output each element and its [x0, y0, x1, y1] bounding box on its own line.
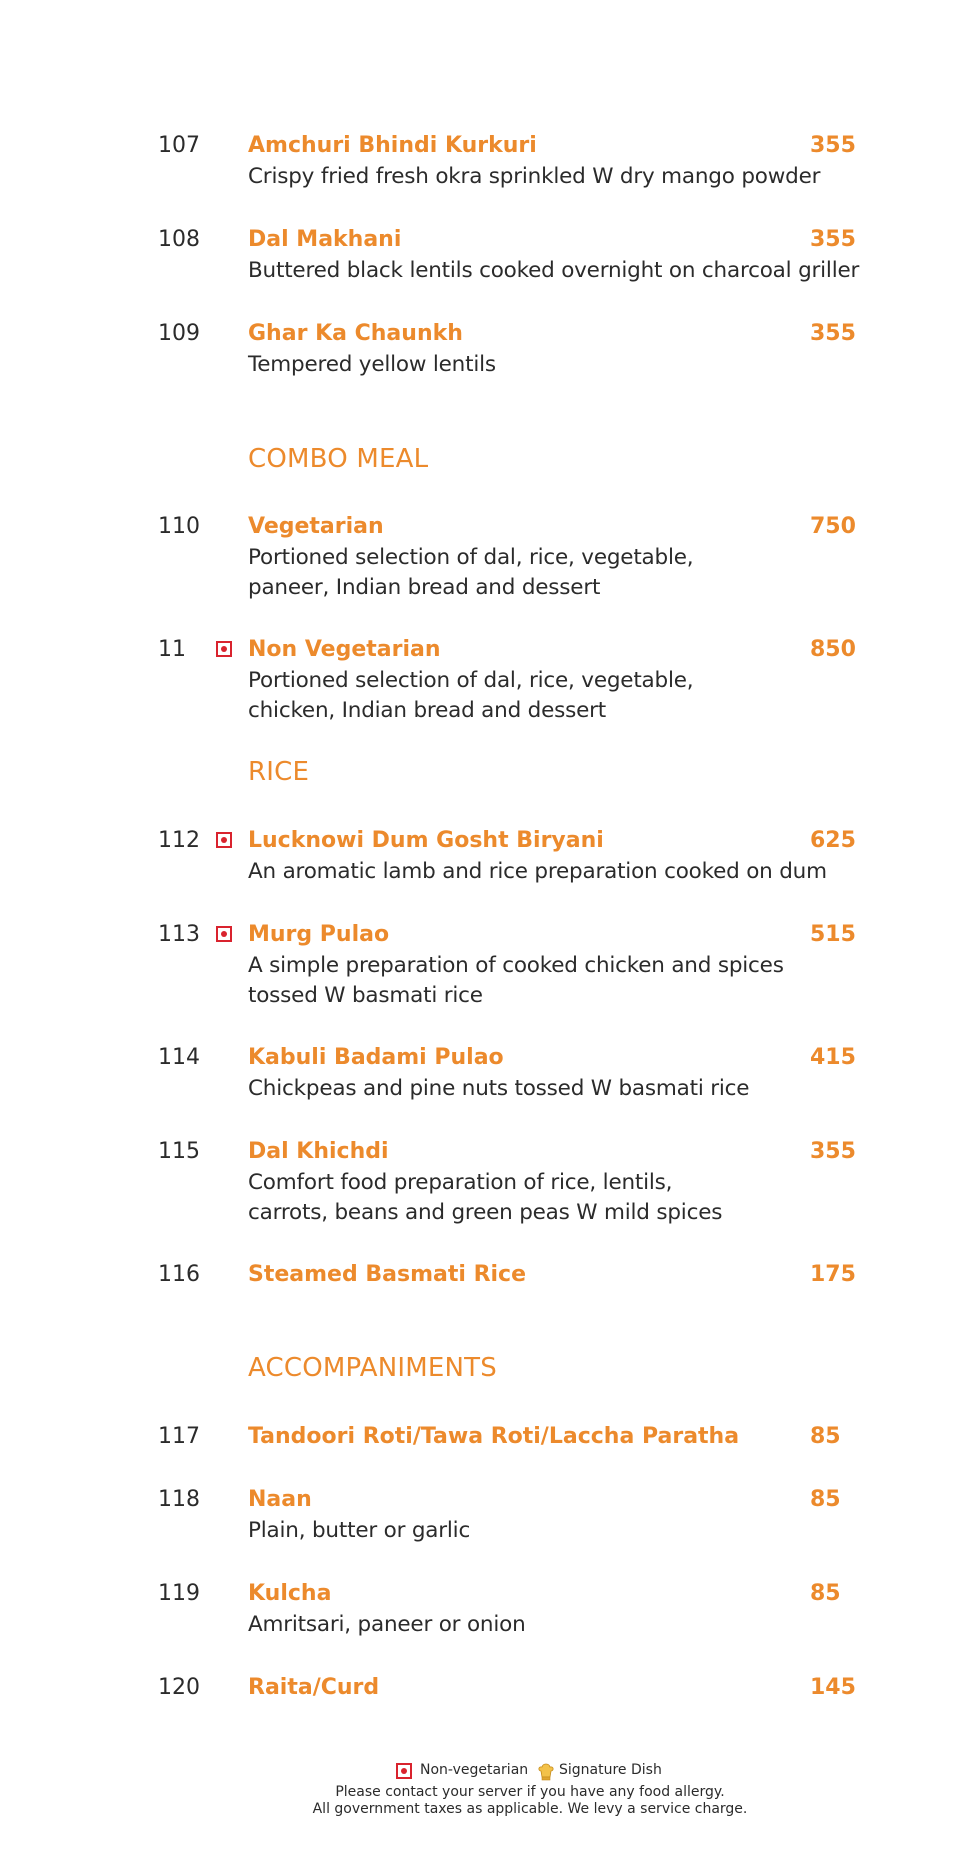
item-number: 114: [158, 1045, 200, 1070]
item-name: Ghar Ka Chaunkh: [248, 321, 463, 346]
item-number: 119: [158, 1581, 200, 1606]
item-price: 515: [810, 922, 856, 947]
item-name: Tandoori Roti/Tawa Roti/Laccha Paratha: [248, 1424, 740, 1449]
item-name: Vegetarian: [248, 514, 384, 539]
item-description: Portioned selection of dal, rice, vegetable, paneer, Indian bread and dessert: [248, 545, 694, 600]
item-price: 355: [810, 321, 856, 346]
legend-signature-label: Signature Dish: [559, 1762, 662, 1778]
item-name: Naan: [248, 1487, 312, 1512]
item-price: 85: [810, 1487, 841, 1512]
footer-allergy-note: Please contact your server if you have any food allergy.: [335, 1784, 725, 1800]
item-description: Buttered black lentils cooked overnight on charcoal griller: [248, 258, 860, 283]
item-description: Comfort food preparation of rice, lentils, carrots, beans and green peas W mild spices: [248, 1170, 723, 1225]
item-number: 110: [158, 514, 200, 539]
item-name: Steamed Basmati Rice: [248, 1262, 527, 1287]
item-description: A simple preparation of cooked chicken and spices tossed W basmati rice: [248, 953, 784, 1008]
item-description: Amritsari, paneer or onion: [248, 1612, 526, 1637]
item-name: Murg Pulao: [248, 922, 390, 947]
item-description: An aromatic lamb and rice preparation cooked on dum: [248, 859, 827, 884]
item-price: 145: [810, 1675, 856, 1700]
section-title-accompaniments: ACCOMPANIMENTS: [248, 1353, 497, 1383]
item-description: Plain, butter or garlic: [248, 1518, 471, 1543]
chef-hat-icon: [536, 1762, 556, 1782]
item-price: 415: [810, 1045, 856, 1070]
item-number: 108: [158, 227, 200, 252]
item-number: 112: [158, 828, 200, 853]
non-veg-icon: [396, 1763, 412, 1779]
item-name: Dal Makhani: [248, 227, 402, 252]
section-title-combo-meal: COMBO MEAL: [248, 444, 429, 474]
item-name: Non Vegetarian: [248, 637, 441, 662]
item-number: 113: [158, 922, 200, 947]
item-name: Dal Khichdi: [248, 1139, 389, 1164]
non-veg-icon: [216, 641, 232, 657]
non-veg-icon: [216, 832, 232, 848]
item-price: 850: [810, 637, 856, 662]
item-price: 355: [810, 1139, 856, 1164]
item-number: 116: [158, 1262, 200, 1287]
item-number: 11: [158, 637, 186, 662]
legend-non-veg-label: Non-vegetarian: [420, 1762, 529, 1778]
item-name: Kulcha: [248, 1581, 332, 1606]
item-price: 85: [810, 1424, 841, 1449]
item-number: 120: [158, 1675, 200, 1700]
item-description: Crispy fried fresh okra sprinkled W dry mango powder: [248, 164, 821, 189]
section-title-rice: RICE: [248, 757, 310, 787]
item-price: 175: [810, 1262, 856, 1287]
item-number: 118: [158, 1487, 200, 1512]
item-number: 107: [158, 133, 200, 158]
item-description: Tempered yellow lentils: [248, 352, 496, 377]
item-price: 85: [810, 1581, 841, 1606]
item-name: Amchuri Bhindi Kurkuri: [248, 133, 537, 158]
item-number: 115: [158, 1139, 200, 1164]
non-veg-icon: [216, 926, 232, 942]
footer-tax-note: All government taxes as applicable. We levy a service charge.: [312, 1801, 748, 1817]
item-price: 750: [810, 514, 856, 539]
item-price: 625: [810, 828, 856, 853]
item-name: Kabuli Badami Pulao: [248, 1045, 504, 1070]
item-description: Chickpeas and pine nuts tossed W basmati rice: [248, 1076, 750, 1101]
item-number: 109: [158, 321, 200, 346]
item-name: Lucknowi Dum Gosht Biryani: [248, 828, 604, 853]
item-description: Portioned selection of dal, rice, vegetable, chicken, Indian bread and dessert: [248, 668, 694, 723]
item-price: 355: [810, 227, 856, 252]
item-price: 355: [810, 133, 856, 158]
item-number: 117: [158, 1424, 200, 1449]
item-name: Raita/Curd: [248, 1675, 380, 1700]
